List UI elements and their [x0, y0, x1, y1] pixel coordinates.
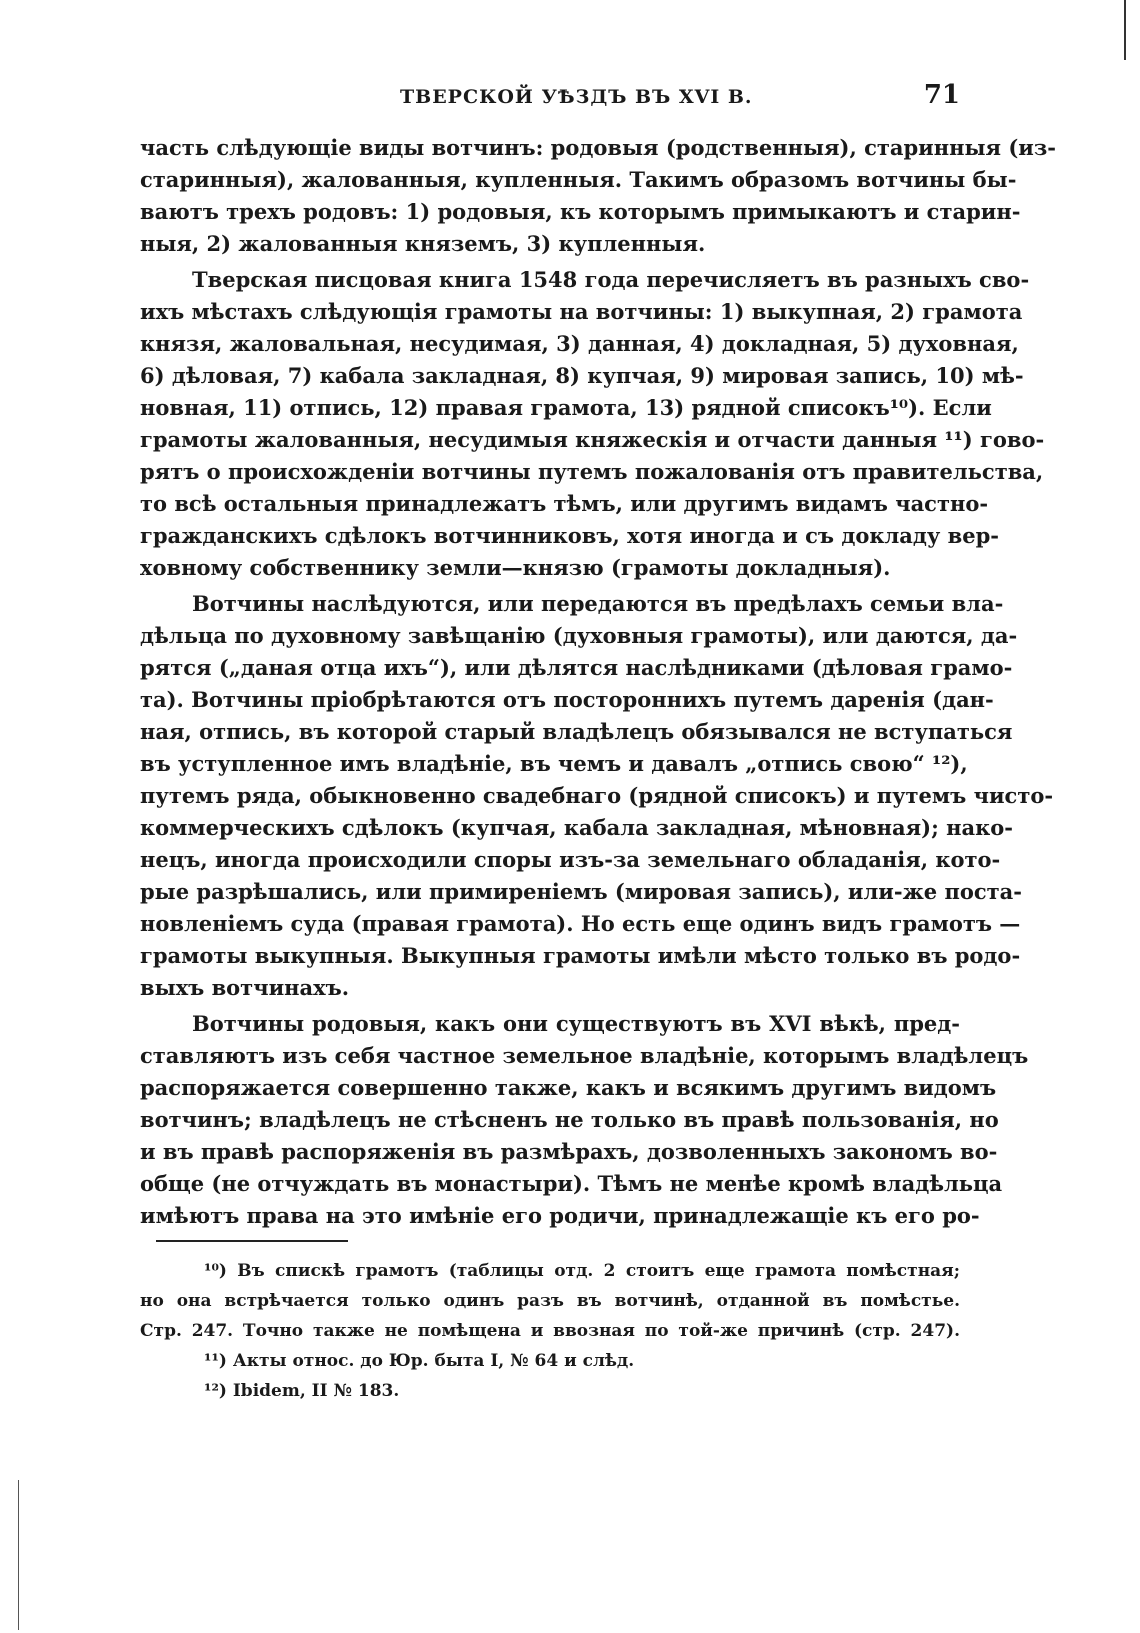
- body-line: нецъ, иногда происходили споры изъ-за земельнаго обладанія, кото-: [140, 847, 1001, 872]
- body-line: 6) дѣловая, 7) кабала закладная, 8) купчая, 9) мировая запись, 10) мѣ-: [140, 363, 1024, 388]
- body-line: ныя, 2) жалованныя княземъ, 3) купленныя.: [140, 231, 706, 256]
- body-line: имѣютъ права на это имѣніе его родичи, принадлежащіе къ его ро-: [140, 1203, 980, 1228]
- scan-edge-right: [1124, 0, 1126, 60]
- body-line: старинныя), жалованныя, купленныя. Такимъ образомъ вотчины бы-: [140, 167, 1017, 192]
- footnote-line: ¹¹) Акты относ. до Юр. быта I, № 64 и слѣд.: [204, 1351, 635, 1371]
- body-line: выхъ вотчинахъ.: [140, 975, 350, 1000]
- body-line: дѣльца по духовному завѣщанію (духовныя грамоты), или даются, да-: [140, 623, 1018, 648]
- body-line: и въ правѣ распоряженія въ размѣрахъ, дозволенныхъ закономъ во-: [140, 1139, 998, 1164]
- body-line: рые разрѣшались, или примиреніемъ (мировая запись), или-же поста-: [140, 879, 1022, 904]
- body-line: путемъ ряда, обыкновенно свадебнаго (рядной списокъ) и путемъ чисто-: [140, 783, 1054, 808]
- running-head: [140, 80, 960, 116]
- body-line: Вотчины наслѣдуются, или передаются въ предѣлахъ семьи вла-: [192, 591, 1004, 616]
- body-line: то всѣ остальныя принадлежатъ тѣмъ, или другимъ видамъ частно-: [140, 491, 989, 516]
- body-line: грамоты выкупныя. Выкупныя грамоты имѣли мѣсто только въ родо-: [140, 943, 1021, 968]
- body-line: обще (не отчуждать въ монастыри). Тѣмъ не менѣе кромѣ владѣльца: [140, 1171, 1003, 1196]
- body-line: въ уступленное имъ владѣніе, въ чемъ и давалъ „отпись свою“ ¹²),: [140, 751, 968, 776]
- body-line: гражданскихъ сдѣлокъ вотчинниковъ, хотя иногда и съ докладу вер-: [140, 523, 1000, 548]
- body-line: вотчинъ; владѣлецъ не стѣсненъ не только въ правѣ пользованія, но: [140, 1107, 999, 1132]
- body-line: ставляютъ изъ себя частное земельное владѣніе, которымъ владѣлецъ: [140, 1043, 1029, 1068]
- body-line: коммерческихъ сдѣлокъ (купчая, кабала закладная, мѣновная); нако-: [140, 815, 1014, 840]
- body-line: та). Вотчины пріобрѣтаются отъ постороннихъ путемъ даренія (дан-: [140, 687, 994, 712]
- body-line: новленіемъ суда (правая грамота). Но есть еще одинъ видъ грамотъ —: [140, 911, 1021, 936]
- body-line: часть слѣдующіе виды вотчинъ: родовыя (родственныя), старинныя (из-: [140, 135, 1056, 160]
- body-line: ихъ мѣстахъ слѣдующія грамоты на вотчины: 1) выкупная, 2) грамота: [140, 299, 1023, 324]
- body-line: ная, отпись, въ которой старый владѣлецъ обязывался не вступаться: [140, 719, 1013, 744]
- footnote-line: Стр. 247. Точно также не помѣщена и ввозная по той-же причинѣ (стр. 247).: [140, 1321, 960, 1341]
- body-line: ваютъ трехъ родовъ: 1) родовыя, къ которымъ примыкаютъ и старин-: [140, 199, 1021, 224]
- footnote-line: ¹⁰) Въ спискѣ грамотъ (таблицы отд. 2 стоитъ еще грамота помѣстная;: [204, 1261, 960, 1281]
- body-line: новная, 11) отпись, 12) правая грамота, 13) рядной списокъ¹⁰). Если: [140, 395, 992, 420]
- body-line: грамоты жалованныя, несудимыя княжескія и отчасти данныя ¹¹) гово-: [140, 427, 1045, 452]
- running-title: ТВЕРСКОЙ УѢЗДЪ ВЪ XVI В.: [400, 86, 753, 108]
- body-line: рятъ о происхожденіи вотчины путемъ пожалованія отъ правительства,: [140, 459, 1044, 484]
- body-line: князя, жаловальная, несудимая, 3) данная, 4) докладная, 5) духовная,: [140, 331, 1019, 356]
- footnotes: [140, 1256, 960, 1406]
- footnote-line: но она встрѣчается только одинъ разъ въ вотчинѣ, отданной въ помѣстье.: [140, 1291, 960, 1311]
- body-text: [140, 132, 1056, 1232]
- body-line: рятся („даная отца ихъ“), или дѣлятся наслѣдниками (дѣловая грамо-: [140, 655, 1013, 680]
- body-line: распоряжается совершенно также, какъ и всякимъ другимъ видомъ: [140, 1075, 997, 1100]
- body-line: Вотчины родовыя, какъ они существуютъ въ XVI вѣкѣ, пред-: [192, 1011, 960, 1036]
- page-number: 71: [923, 80, 960, 110]
- footnote-rule: [156, 1240, 348, 1242]
- body-line: ховному собственнику земли—князю (грамоты докладныя).: [140, 555, 891, 580]
- body-line: Тверская писцовая книга 1548 года перечисляетъ въ разныхъ сво-: [192, 267, 1030, 292]
- scan-edge-left: [18, 1480, 19, 1630]
- footnote-line: ¹²) Ibidem, II № 183.: [204, 1381, 400, 1401]
